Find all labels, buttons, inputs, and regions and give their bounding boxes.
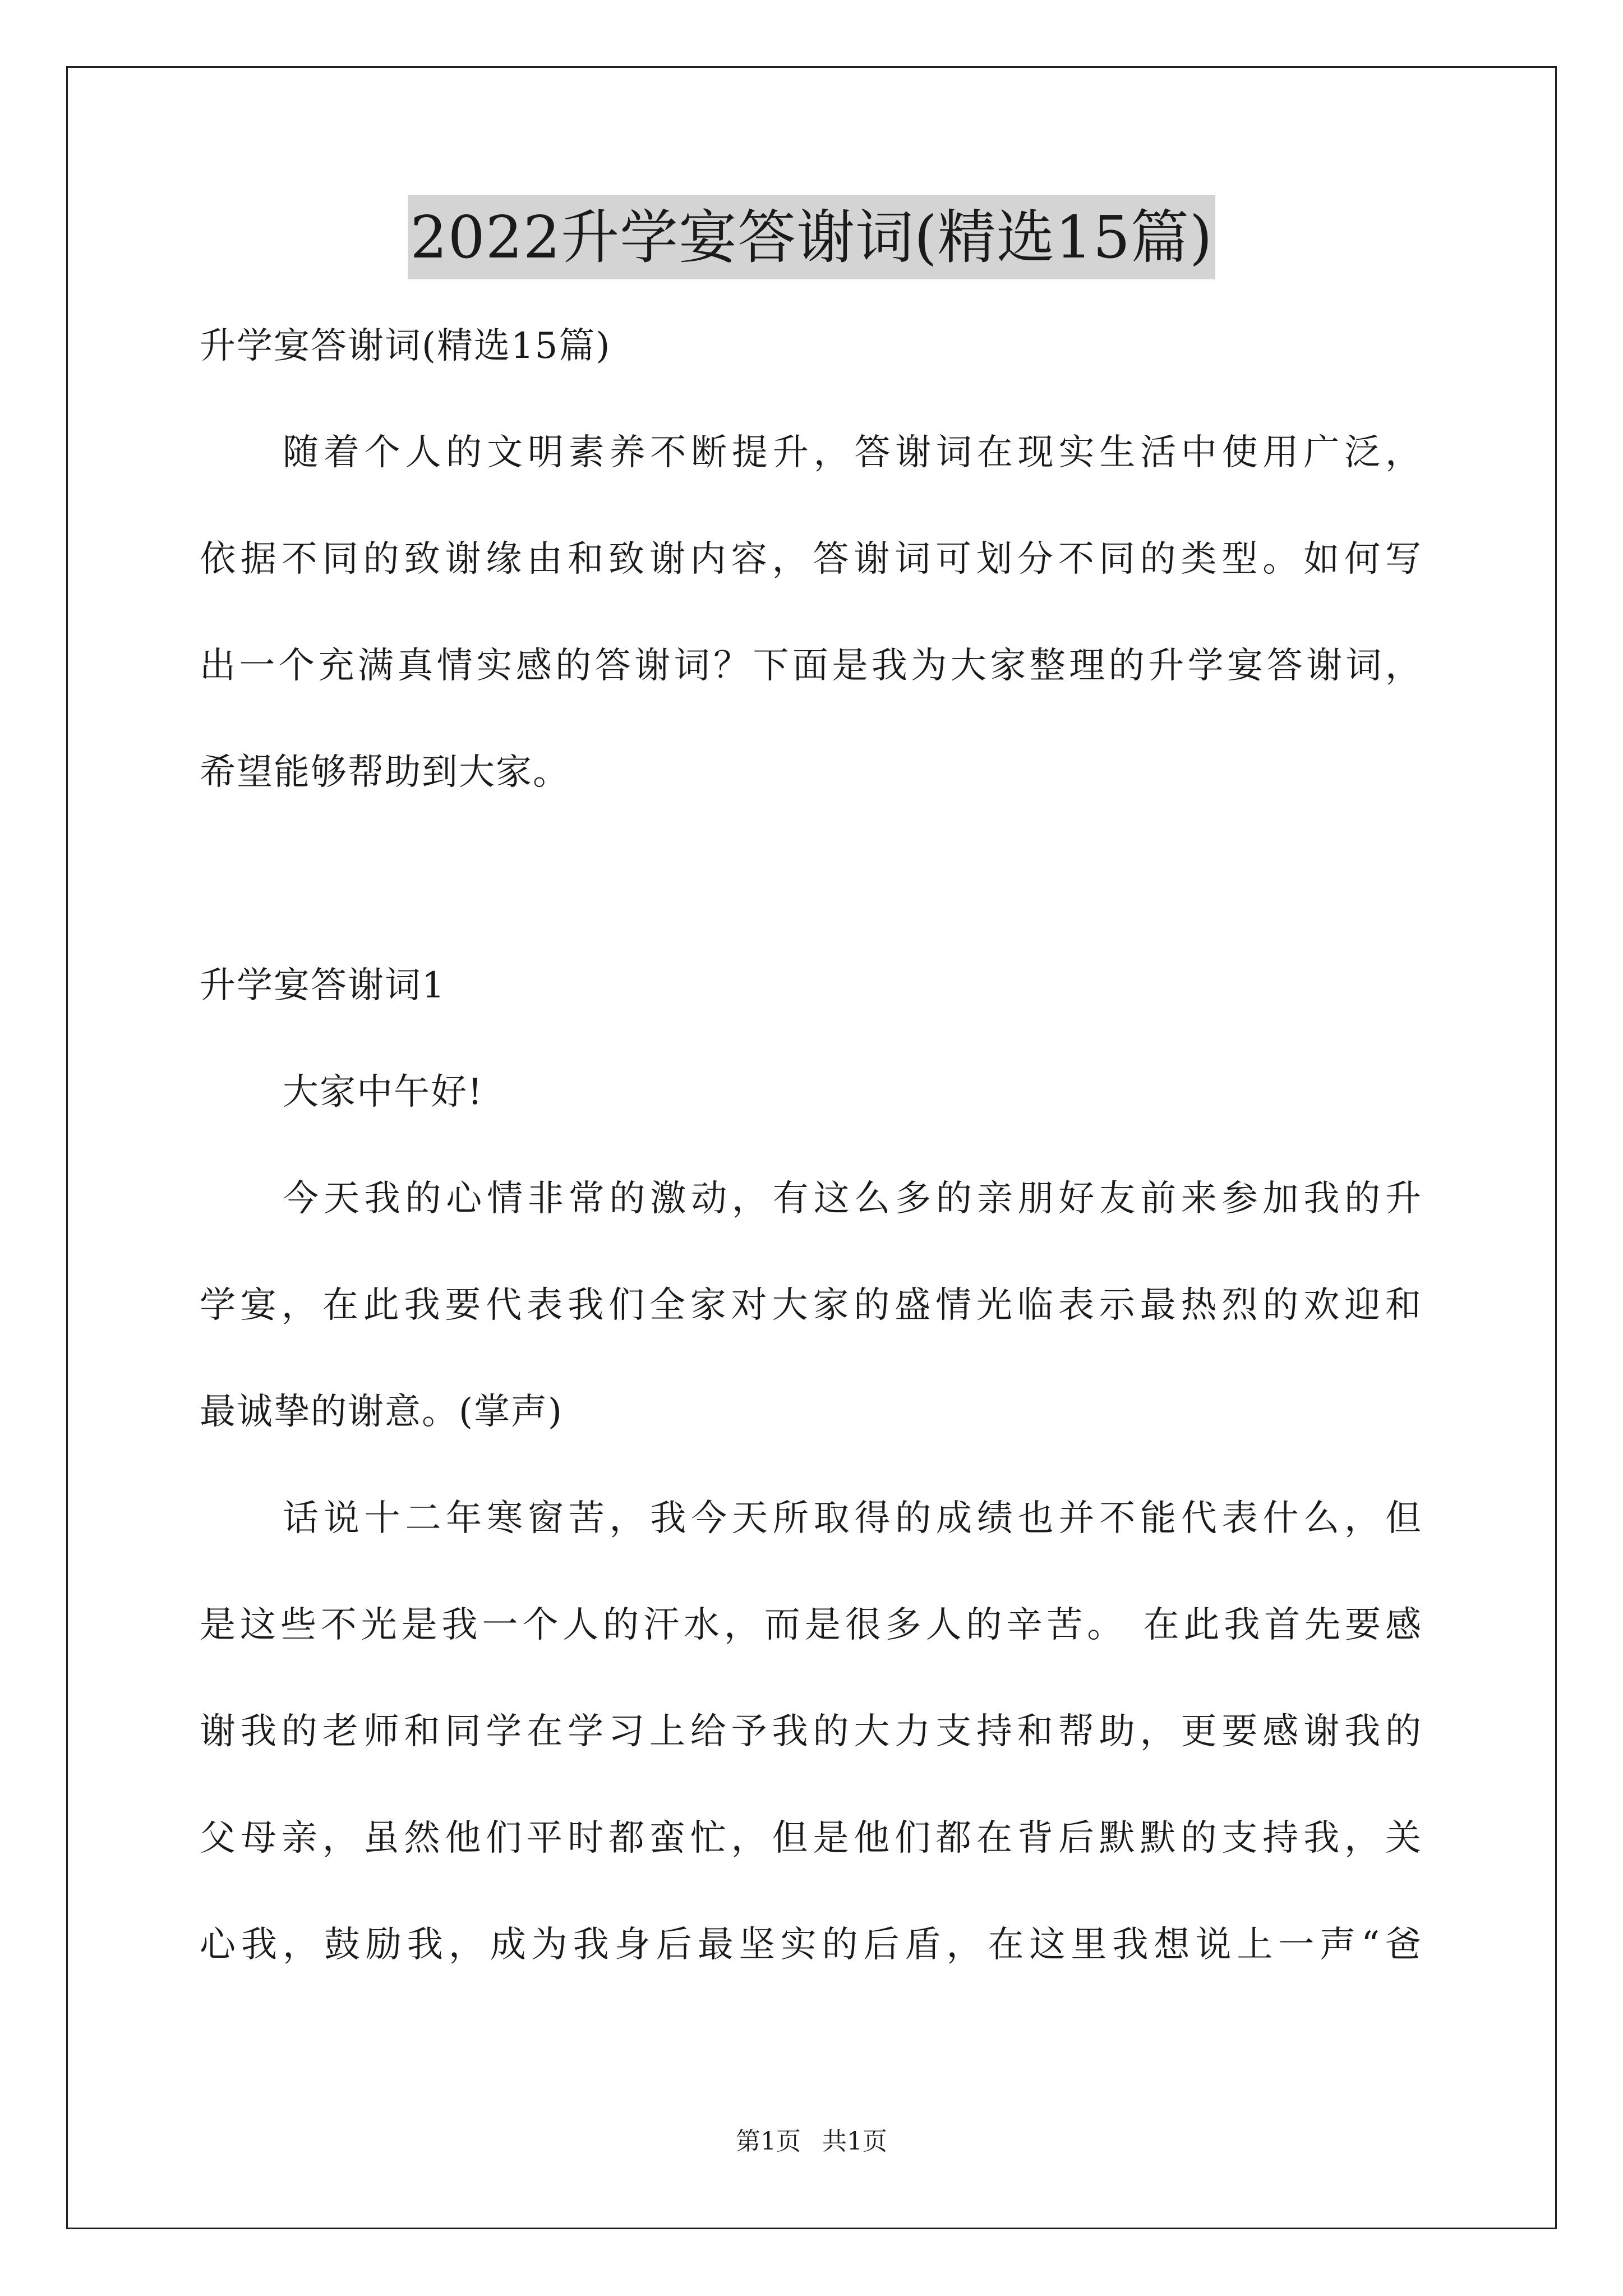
paragraph-line: 心我，鼓励我，成为我身后最坚实的后盾，在这里我想说上一声“爸 xyxy=(200,1924,1422,1966)
paragraph-line: 学宴，在此我要代表我们全家对大家的盛情光临表示最热烈的欢迎和 xyxy=(200,1285,1422,1326)
page-footer xyxy=(0,2125,1623,2159)
paragraph-line: 是这些不光是我一个人的汗水，而是很多人的辛苦。 在此我首先要感 xyxy=(200,1604,1422,1646)
document-body xyxy=(200,293,1422,1998)
intro-line: 依据不同的致谢缘由和致谢内容，答谢词可划分不同的类型。如何写 xyxy=(200,539,1422,580)
greeting: 大家中午好! xyxy=(283,1071,483,1113)
section-heading: 升学宴答谢词1 xyxy=(200,965,446,1006)
paragraph-line: 话说十二年寒窗苦，我今天所取得的成绩也并不能代表什么，但 xyxy=(283,1498,1422,1539)
page-total: 共1页 xyxy=(822,2127,887,2156)
paragraph-line: 父母亲，虽然他们平时都蛮忙，但是他们都在背后默默的支持我，关 xyxy=(200,1818,1422,1859)
intro-line: 随着个人的文明素养不断提升，答谢词在现实生活中使用广泛， xyxy=(283,432,1422,473)
paragraph-line: 今天我的心情非常的激动，有这么多的亲朋好友前来参加我的升 xyxy=(283,1178,1422,1220)
title-wrap xyxy=(0,195,1623,279)
subtitle: 升学宴答谢词(精选15篇) xyxy=(200,325,611,367)
page-number: 第1页 xyxy=(736,2127,801,2156)
document-title: 2022升学宴答谢词(精选15篇) xyxy=(408,195,1215,279)
paragraph-line: 谢我的老师和同学在学习上给予我的大力支持和帮助，更要感谢我的 xyxy=(200,1711,1422,1752)
paragraph-line: 最诚挚的谢意。(掌声) xyxy=(200,1391,563,1433)
intro-line: 出一个充满真情实感的答谢词？下面是我为大家整理的升学宴答谢词， xyxy=(200,645,1422,687)
intro-line: 希望能够帮助到大家。 xyxy=(200,752,570,793)
